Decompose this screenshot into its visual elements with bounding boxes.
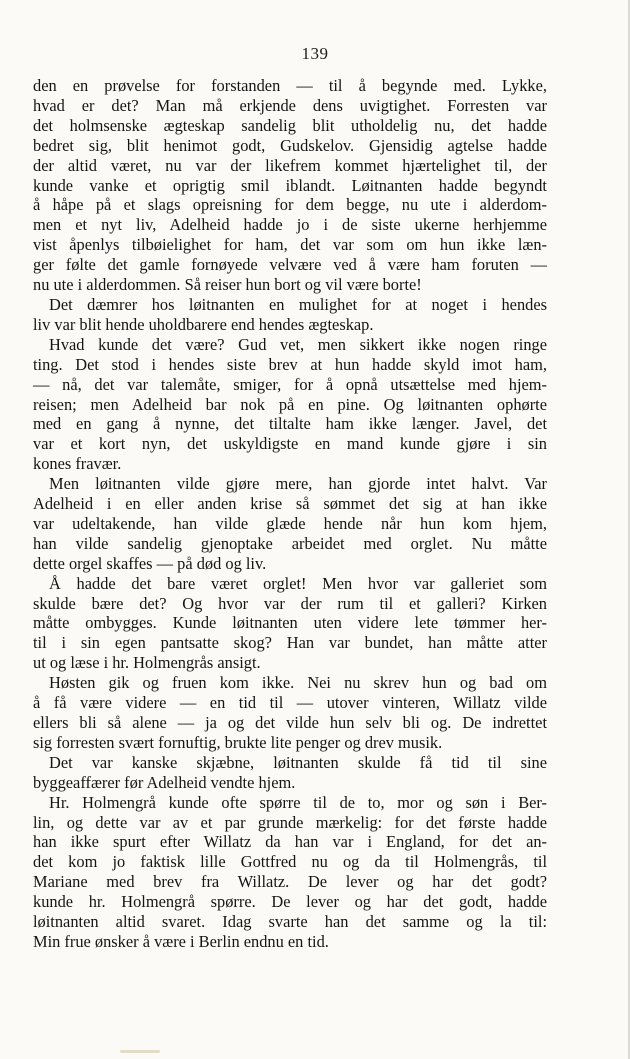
text-line: liv var blit hende uholdbarere end hendes ægteskap. (33, 314, 374, 334)
text-line: ting. Det stod i hendes siste brev at hun hadde skyld imot ham, (33, 354, 547, 374)
text-line: Høsten gik og fruen kom ikke. Nei nu skrev hun og bad om (49, 673, 547, 693)
text-line: lin, og dette var av et par grunde mærkelig: for det første hadde (33, 812, 547, 832)
text-line: det kom jo faktisk lille Gottfred nu og da til Holmengrås, til (33, 852, 547, 872)
text-line: var udeltakende, han vilde glæde hende når hun kom hjem, (33, 513, 547, 533)
text-line: der altid været, nu var der likefrem kommet hjærtelighet til, der (33, 155, 547, 175)
text-line: — nå, det var talemåte, smiger, for å opnå utsættelse med hjem- (33, 374, 547, 394)
text-line: Hvad kunde det være? Gud vet, men sikkert ikke nogen ringe (49, 334, 547, 354)
text-line: den en prøvelse for forstanden — til å begynde med. Lykke, (33, 76, 547, 95)
text-line: løitnanten altid svaret. Idag svarte han det samme og la til: (33, 912, 547, 932)
text-line: kunde vanke et oprigtig smil iblandt. Løitnanten hadde begyndt (33, 175, 547, 195)
text-line: ellers bli så alene — ja og det vilde hun selv bli og. De indrettet (33, 713, 547, 732)
text-line: var et kort nyn, det uskyldigste en mand kunde gjøre i sin (33, 434, 547, 454)
text-line: ut og læse i hr. Holmengrås ansigt. (33, 653, 261, 673)
text-line: Å hadde det bare været orglet! Men hvor var galleriet som (49, 573, 547, 593)
text-line: han ikke spurt efter Willatz da han var i England, for det an- (33, 832, 547, 852)
text-line: bedret sig, blit henimot godt, Gudskelov. Gjensidig agtelse hadde (33, 135, 547, 155)
text-line: han vilde sandelig gjenoptake arbeidet med orglet. Nu måtte (33, 533, 547, 553)
text-line: nu ute i alderdommen. Så reiser hun bort og vil være borte! (33, 275, 422, 295)
text-line: Mariane med brev fra Willatz. De lever og har det godt? (33, 872, 547, 892)
body-text (33, 76, 547, 952)
text-line: byggeaffærer før Adelheid vendte hjem. (33, 772, 296, 792)
text-line: sig forresten svært fornuftig, brukte lite penger og drev musik. (33, 732, 443, 752)
text-line: kones fravær. (33, 454, 122, 474)
text-line: Hr. Holmengrå kunde ofte spørre til de to, mor og søn i Ber- (49, 792, 547, 812)
text-line: dette orgel skaffes — på død og liv. (33, 553, 267, 573)
text-line: måtte ombygges. Kunde løitnanten uten videre lete tømmer her- (33, 613, 547, 633)
text-line: Det dæmrer hos løitnanten en mulighet for at noget i hendes (49, 294, 547, 314)
page-number: 139 (301, 44, 329, 63)
text-line: men et nyt liv, Adelheid hadde jo i de siste ukerne herhjemme (33, 215, 547, 235)
text-line: å få være videre — en tid til — utover vinteren, Willatz vilde (33, 693, 547, 713)
text-line: det holmsenske ægteskap sandelig blit utholdelig nu, det hadde (33, 115, 547, 135)
text-line: Min frue ønsker å være i Berlin endnu en tid. (33, 931, 329, 951)
text-line: hvad er det? Man må erkjende dens uvigtighet. Forresten var (33, 95, 547, 115)
text-line: ger følte det gamle fornøyede velvære ved å være ham foruten — (33, 255, 547, 275)
text-line: Det var kanske skjæbne, løitnanten skulde få tid til sine (49, 752, 547, 772)
text-line: til i sin egen pantsatte skog? Han var bundet, han måtte atter (33, 633, 547, 653)
paper-stain (120, 1050, 160, 1053)
text-line: Adelheid i en eller anden krise så sømmet det sig at han ikke (33, 494, 547, 514)
text-line: med en gang å nynne, det tiltalte ham ikke længer. Javel, det (33, 414, 547, 434)
text-line: skulde bære det? Og hvor var der rum til et galleri? Kirken (33, 593, 547, 613)
text-line: vist åpenlys tilbøielighet for ham, det var som om hun ikke læn- (33, 235, 547, 255)
text-line: Men løitnanten vilde gjøre mere, han gjorde intet halvt. Var (49, 474, 547, 494)
text-line: reisen; men Adelheid bar nok på en pine. Og løitnanten ophørte (33, 394, 547, 414)
text-line: å håpe på et slags opreisning for dem begge, nu ute i alderdom- (33, 195, 547, 215)
text-line: kunde hr. Holmengrå spørre. De lever og har det godt, hadde (33, 892, 547, 912)
